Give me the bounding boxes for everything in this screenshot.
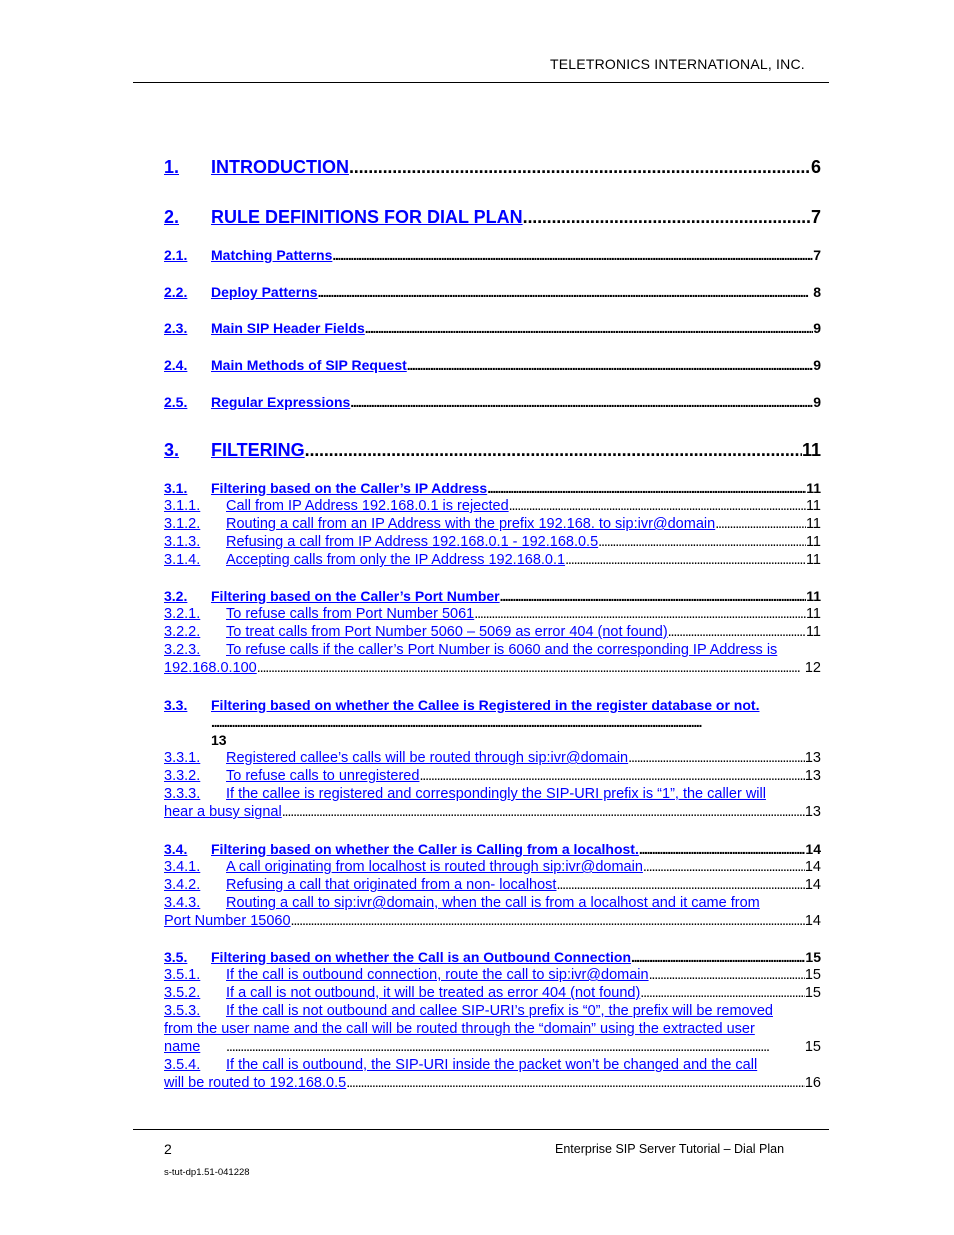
toc-title-cont[interactable]: from the user name and the call will be routed through the “domain” using the extracted user	[164, 1021, 755, 1037]
toc-page: 15	[805, 949, 821, 965]
toc-entry-3-2-3-cont[interactable]	[164, 659, 821, 677]
toc-entry-3-2-1[interactable]	[164, 605, 821, 623]
toc-entry-2-5[interactable]	[164, 393, 821, 411]
toc-entry-3-2[interactable]	[164, 587, 821, 605]
toc-entry-3-5-2[interactable]	[164, 984, 821, 1002]
toc-title-cont[interactable]: 192.168.0.100	[164, 660, 257, 676]
toc-entry-3-5-1[interactable]	[164, 966, 821, 984]
toc-entry-3-5-3-cont[interactable]	[164, 1020, 821, 1038]
toc-number[interactable]: 3.4.	[164, 841, 188, 857]
toc-entry-2-4[interactable]	[164, 356, 821, 374]
toc-page: 15	[804, 967, 821, 983]
toc-page: 8	[813, 284, 821, 300]
toc-number[interactable]: 3.5.2.	[164, 985, 201, 1001]
toc-title[interactable]: Routing a call to sip:ivr@domain, when the call is from a localhost and it came from	[226, 895, 760, 911]
toc-number[interactable]: 1.	[164, 157, 180, 177]
toc-entry-3-3-page	[164, 731, 821, 749]
toc-page: 11	[801, 440, 821, 460]
toc-number[interactable]: 3.5.3.	[164, 1003, 201, 1019]
toc-page: 15	[804, 985, 821, 1001]
toc-page: 14	[804, 859, 821, 875]
toc-entry-3-3-3[interactable]	[164, 785, 821, 803]
toc-number[interactable]: 3.3.1.	[164, 750, 201, 766]
toc-number[interactable]: 3.2.1.	[164, 606, 201, 622]
toc-page: 13	[804, 750, 821, 766]
toc-page: 13	[211, 732, 227, 748]
toc-number[interactable]: 3.1.2.	[164, 516, 201, 532]
toc-number[interactable]: 2.3.	[164, 320, 188, 336]
toc-page: 7	[813, 247, 821, 263]
toc-title[interactable]: Refusing a call from IP Address 192.168.0.1 - 192.168.0.5	[226, 534, 599, 550]
toc-number[interactable]: 3.1.3.	[164, 534, 201, 550]
toc-title[interactable]: Main Methods of SIP Request	[211, 357, 407, 373]
toc-entry-3-4[interactable]	[164, 840, 821, 858]
toc-number[interactable]: 3.1.1.	[164, 498, 201, 514]
toc-page: 11	[805, 606, 821, 622]
toc-title-cont[interactable]: hear a busy signal	[164, 804, 282, 820]
toc-title[interactable]: Registered callee’s calls will be routed through sip:ivr@domain	[226, 750, 629, 766]
toc-title[interactable]: If a call is not outbound, it will be treated as error 404 (not found)	[226, 985, 641, 1001]
toc-entry-3-5[interactable]	[164, 948, 821, 966]
toc-entry-2-3[interactable]	[164, 319, 821, 337]
toc-entry-2-2[interactable]	[164, 283, 821, 301]
toc-number[interactable]: 3.2.2.	[164, 624, 201, 640]
toc-page: 11	[805, 534, 821, 550]
toc-title[interactable]: Accepting calls from only the IP Address 192.168.0.1	[226, 552, 566, 568]
toc-entry-3-2-2[interactable]	[164, 623, 821, 641]
toc-title[interactable]: If the call is outbound connection, route the call to sip:ivr@domain	[226, 967, 649, 983]
toc-entry-3-3-dots	[164, 713, 821, 731]
footer-rule	[133, 1129, 829, 1130]
toc-number[interactable]: 3.1.	[164, 480, 188, 496]
toc-title[interactable]: To refuse calls to unregistered	[226, 768, 420, 784]
toc-page: 9	[813, 357, 821, 373]
footer-title: Enterprise SIP Server Tutorial – Dial Plan	[555, 1142, 785, 1156]
toc-title[interactable]: If the callee is registered and correspondingly the SIP-URI prefix is “1”, the caller will	[226, 786, 766, 802]
toc-number[interactable]: 2.4.	[164, 357, 188, 373]
toc-entry-1[interactable]	[164, 156, 821, 178]
document-code: s-tut-dp1.51-041228	[164, 1167, 250, 1178]
toc-entry-2[interactable]	[164, 206, 821, 228]
toc-number[interactable]: 3.3.2.	[164, 768, 201, 784]
toc-number[interactable]: 3.3.3.	[164, 786, 201, 802]
toc-title[interactable]: Main SIP Header Fields	[211, 320, 365, 336]
toc-title[interactable]: A call originating from localhost is routed through sip:ivr@domain	[226, 859, 643, 875]
toc-entry-3-2-3[interactable]	[164, 641, 821, 659]
toc-page: 14	[804, 913, 821, 929]
toc-number[interactable]: 3.1.4.	[164, 552, 201, 568]
toc-page: 7	[810, 207, 821, 227]
toc-title[interactable]: Matching Patterns	[211, 247, 333, 263]
company-header: TELETRONICS INTERNATIONAL, INC.	[550, 56, 805, 72]
toc-page: 6	[810, 157, 821, 177]
toc-entry-3-1-4[interactable]	[164, 551, 821, 569]
toc-entry-3-1-3[interactable]	[164, 533, 821, 551]
toc-title-cont[interactable]: will be routed to 192.168.0.5	[164, 1075, 347, 1091]
toc-entry-3-5-3[interactable]	[164, 1002, 821, 1020]
toc-entry-3-4-2[interactable]	[164, 876, 821, 894]
toc-page: 14	[804, 877, 821, 893]
toc-number[interactable]: 3.3.	[164, 697, 188, 713]
toc-title[interactable]: Filtering based on whether the Callee is Registered in the register database or not.	[211, 697, 760, 713]
toc-page: 12	[804, 660, 821, 676]
toc-page: 11	[805, 624, 821, 640]
toc-number[interactable]: 3.2.3.	[164, 642, 201, 658]
toc-entry-3-3-2[interactable]	[164, 767, 821, 785]
toc-title[interactable]: Call from IP Address 192.168.0.1 is rejected	[226, 498, 509, 514]
toc-title[interactable]: To refuse calls from Port Number 5061	[226, 606, 475, 622]
toc-page: 9	[813, 320, 821, 336]
toc-entry-3-5-3-cont2[interactable]	[164, 1038, 821, 1056]
toc-title[interactable]: If the call is not outbound and callee SIP-URI’s prefix is “0”, the prefix will be removed	[226, 1003, 773, 1019]
toc-entry-2-1[interactable]	[164, 246, 821, 264]
toc-title[interactable]: Refusing a call that originated from a non- localhost	[226, 877, 557, 893]
toc-title[interactable]: Filtering based on the Caller’s IP Address	[211, 480, 488, 496]
toc-title[interactable]: Regular Expressions	[211, 394, 351, 410]
toc-entry-3-5-4-cont[interactable]	[164, 1074, 821, 1092]
toc-title[interactable]: Filtering based on the Caller’s Port Number	[211, 588, 500, 604]
toc-number[interactable]: 3.5.1.	[164, 967, 201, 983]
toc-number[interactable]: 2.1.	[164, 247, 188, 263]
toc-page: 9	[813, 394, 821, 410]
toc-number[interactable]: 2.	[164, 207, 180, 227]
toc-title[interactable]: Filtering based on whether the Caller is Calling from a localhost.	[211, 841, 639, 857]
toc-number[interactable]: 3.4.3.	[164, 895, 201, 911]
toc-entry-3-1[interactable]	[164, 479, 821, 497]
header-rule	[133, 82, 829, 83]
toc-page: 11	[806, 588, 821, 604]
toc-entry-3-3-3-cont[interactable]	[164, 803, 821, 821]
toc-number[interactable]: 3.2.	[164, 588, 188, 604]
toc-page: 16	[804, 1075, 821, 1091]
toc-number[interactable]: 3.5.4.	[164, 1057, 201, 1073]
toc-page: 11	[805, 516, 821, 532]
toc-page: 14	[805, 841, 821, 857]
toc-title[interactable]: If the call is outbound, the SIP-URI inside the packet won’t be changed and the call	[226, 1057, 758, 1073]
toc-title[interactable]: RULE DEFINITIONS FOR DIAL PLAN	[211, 207, 523, 227]
toc-title[interactable]: Routing a call from an IP Address with the prefix 192.168. to sip:ivr@domain	[226, 516, 716, 532]
toc-title[interactable]: FILTERING	[211, 440, 305, 460]
toc-title-cont[interactable]: Port Number 15060	[164, 913, 291, 929]
toc-entry-3-5-4[interactable]	[164, 1056, 821, 1074]
toc-entry-3-4-3-cont[interactable]	[164, 912, 821, 930]
toc-number[interactable]: 3.4.1.	[164, 859, 201, 875]
toc-page: 11	[806, 480, 821, 496]
toc-page: 15	[804, 1039, 821, 1055]
toc-number[interactable]: 3.	[164, 440, 180, 460]
toc-number[interactable]: 3.4.2.	[164, 877, 201, 893]
toc-page: 13	[804, 768, 821, 784]
toc-title[interactable]: Deploy Patterns	[211, 284, 318, 300]
toc-entry-3-3[interactable]	[164, 696, 821, 714]
toc-title[interactable]: INTRODUCTION	[211, 157, 349, 177]
toc-page: 11	[805, 498, 821, 514]
toc-entry-3-1-1[interactable]	[164, 497, 821, 515]
page-number: 2	[164, 1141, 172, 1157]
toc-number[interactable]: 2.5.	[164, 394, 188, 410]
toc-page: 13	[804, 804, 821, 820]
toc-entry-3-4-1[interactable]	[164, 858, 821, 876]
toc-entry-3-1-2[interactable]	[164, 515, 821, 533]
toc-title[interactable]: To refuse calls if the caller’s Port Number is 6060 and the corresponding IP Address is	[226, 642, 778, 658]
toc-entry-3-4-3[interactable]	[164, 894, 821, 912]
toc-entry-3[interactable]	[164, 439, 821, 461]
toc-title[interactable]: To treat calls from Port Number 5060 – 5069 as error 404 (not found)	[226, 624, 668, 640]
toc-entry-3-3-1[interactable]	[164, 749, 821, 767]
toc-number[interactable]: 2.2.	[164, 284, 188, 300]
toc-title-cont[interactable]: name	[164, 1039, 201, 1055]
toc-page: 11	[805, 552, 821, 568]
toc-number[interactable]: 3.5.	[164, 949, 188, 965]
toc-title[interactable]: Filtering based on whether the Call is an Outbound Connection	[211, 949, 632, 965]
